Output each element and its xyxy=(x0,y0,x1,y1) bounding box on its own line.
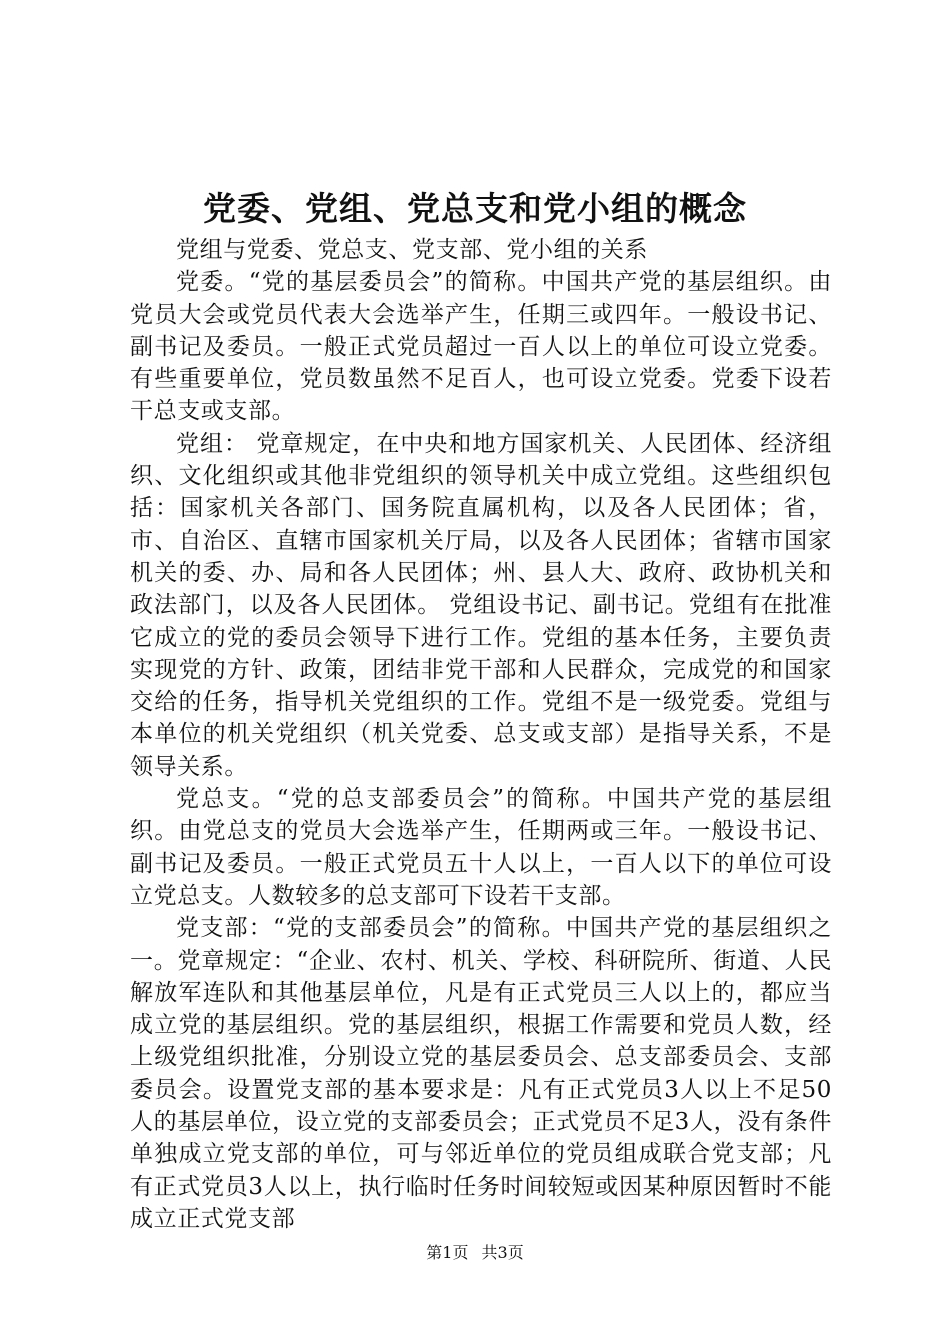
paragraph-party-group: 党组： 党章规定，在中央和地方国家机关、人民团体、经济组织、文化组织或其他非党组织的领导机关中成立党组。这些组织包括：国家机关各部门、国务院直属机构，以及各人民团体；省，市、自治区、直辖市国家机关厅局，以及各人民团体；省辖市国家机关的委、办、局和各人民团体；州、县人大、政府、政协机关和政法部门，以及各人民团体。 党组设书记、副书记。党组有在批准它成立的党的委员会领导下进行工作。党组的基本任务，主要负责实现党的方针、政策，团结非党干部和人民群众，完成党的和国家交给的任务，指导机关党组织的工作。党组不是一级党委。党组与本单位的机关党组织（机关党委、总支或支部）是指导关系，不是领导关系。 xyxy=(130,430,832,780)
paragraph-intro: 党组与党委、党总支、党支部、党小组的关系 xyxy=(176,237,648,263)
page-footer xyxy=(0,1242,950,1264)
paragraph-party-committee: 党委。“党的基层委员会”的简称。中国共产党的基层组织。由党员大会或党员代表大会选举产生，任期三或四年。一般设书记、副书记及委员。一般正式党员超过一百人以上的单位可设立党委。有些重要单位，党员数虽然不足百人，也可设立党委。党委下设若干总支或支部。 xyxy=(130,269,832,425)
page-total: 共3页 xyxy=(481,1243,524,1262)
page-number: 第1页 xyxy=(426,1243,469,1262)
document-body xyxy=(130,234,832,1235)
paragraph-general-branch: 党总支。“党的总支部委员会”的简称。中国共产党的基层组织。由党总支的党员大会选举产生，任期两或三年。一般设书记、副书记及委员。一般正式党员五十人以上，一百人以下的单位可设立党总支。人数较多的总支部可下设若干支部。 xyxy=(130,786,832,909)
paragraph-party-branch: 党支部：“党的支部委员会”的简称。中国共产党的基层组织之一。党章规定：“企业、农村、机关、学校、科研院所、街道、人民解放军连队和其他基层单位，凡是有正式党员三人以上的，都应当成立党的基层组织。党的基层组织，根据工作需要和党员人数，经上级党组织批准，分别设立党的基层委员会、总支部委员会、支部委员会。设置党支部的基本要求是：凡有正式党员3人以上不足50人的基层单位，设立党的支部委员会；正式党员不足3人，没有条件单独成立党支部的单位，可与邻近单位的党员组成联合党支部；凡有正式党员3人以上，执行临时任务时间较短或因某种原因暂时不能成立正式党支部 xyxy=(130,915,832,1232)
document-title: 党委、党组、党总支和党小组的概念 xyxy=(203,189,747,228)
